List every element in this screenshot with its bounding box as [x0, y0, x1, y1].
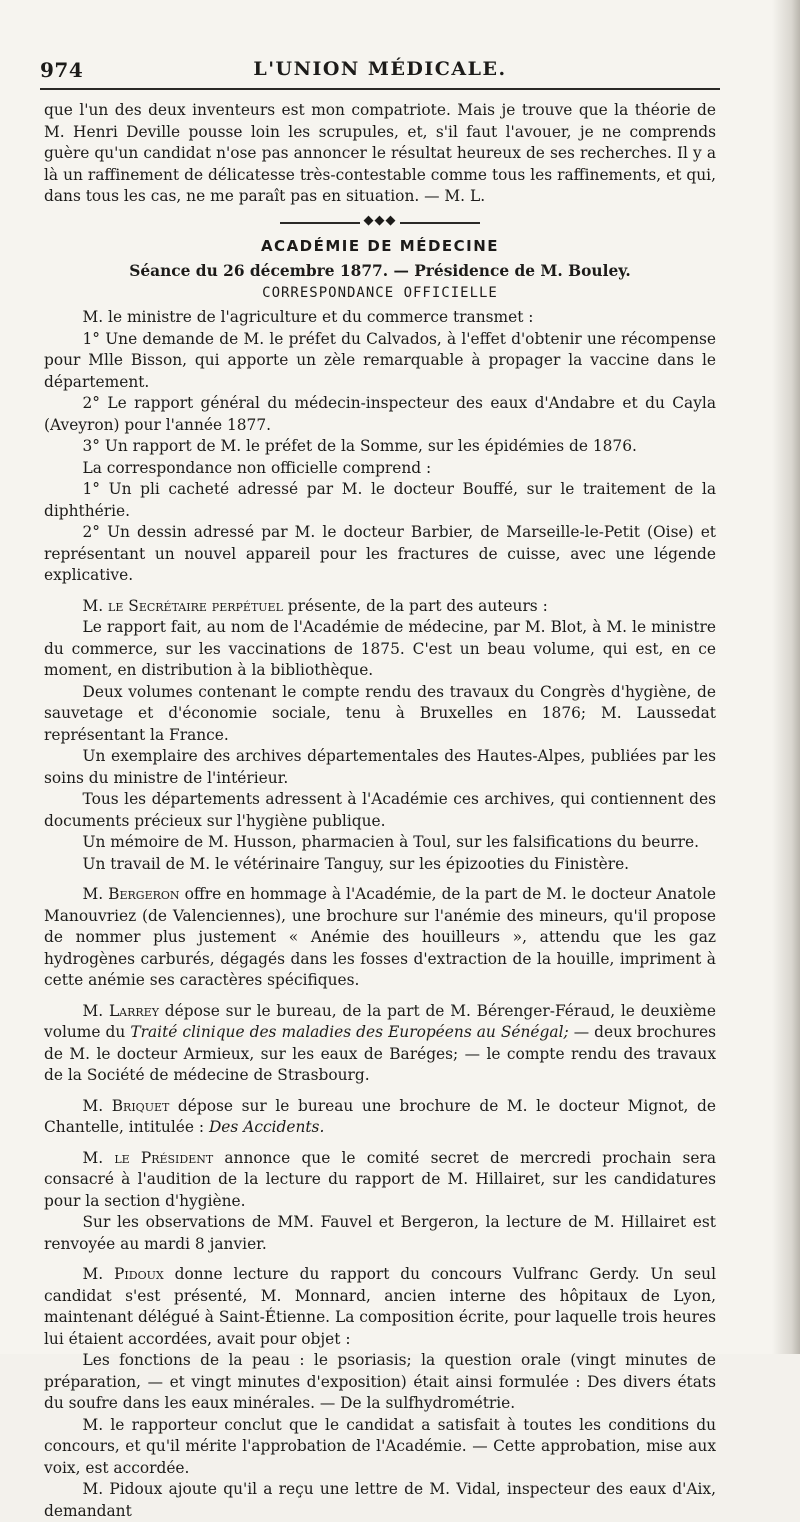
running-title: L'UNION MÉDICALE. [253, 58, 507, 80]
secretary-item-6: Un travail de M. le vétérinaire Tanguy, sur les épizooties du Finistère. [82, 854, 630, 873]
session-line: Séance du 26 décembre 1877. — Présidence de M. Bouley. [129, 262, 631, 280]
pidoux-rest: donne lecture du rapport du concours Vulfranc Gerdy. Un seul candidat s'est présenté, M. Monnard, ancien interne des hôpitaux de Lyon, maintenant délégué à Saint-Étienne. La composition écrite, pour laquelle trois heures lui étaient accordées, avait pour objet : [44, 1265, 717, 1348]
unofficial-intro: La correspondance non officielle comprend : [82, 458, 432, 477]
president-paragraph [44, 1148, 716, 1213]
unofficial-item-2: 2° Un dessin adressé par M. le docteur Barbier, de Marseille-le-Petit (Oise) et représentant un nouvel appareil pour les fractures de cuisse, avec une légende explicative. [44, 523, 716, 584]
correspondence-subhead: CORRESPONDANCE OFFICIELLE [262, 284, 498, 301]
pidoux-item-2: M. le rapporteur conclut que le candidat a satisfait à toutes les conditions du concours, et qu'il mérite l'approbation de l'Académie. — Cette approbation, mise aux voix, est accordée. [44, 1415, 716, 1477]
briquet-lead: M. Briquet [82, 1096, 170, 1115]
secretary-item-4: Tous les départements adressent à l'Académie ces archives, qui contiennent des documents précieux sur l'hygiène publique. [44, 790, 716, 830]
larrey-after-title: — deux brochures de M. le docteur Armieux, sur les eaux de Baréges; — le compte rendu des travaux de la Société de médecine de Strasbourg. [44, 1023, 717, 1084]
secretary-lead: M. le Secrétaire perpétuel [82, 596, 283, 615]
section-divider-ornament [280, 212, 480, 230]
unofficial-item-1: 1° Un pli cacheté adressé par M. le docteur Bouffé, sur le traitement de la diphthérie. [44, 480, 716, 520]
page-edge-shadow [772, 0, 800, 1354]
pidoux-item-3: M. Pidoux ajoute qu'il a reçu une lettre de M. Vidal, inspecteur des eaux d'Aix, demandant [44, 1480, 716, 1520]
briquet-book-title: Des Accidents. [208, 1118, 325, 1136]
president-rest: annonce que le comité secret de mercredi prochain sera consacré à l'audition de la lecture du rapport de M. Hillairet, sur les candidatures pour la section d'hygiène. [44, 1148, 716, 1210]
president-follow: Sur les observations de MM. Fauvel et Bergeron, la lecture de M. Hillairet est renvoyée au mardi 8 janvier. [44, 1213, 716, 1253]
pidoux-paragraph [44, 1264, 716, 1350]
page-number: 974 [40, 58, 84, 82]
official-intro: M. le ministre de l'agriculture et du commerce transmet : [82, 308, 534, 326]
secretary-item-5: Un mémoire de M. Husson, pharmacien à Toul, sur les falsifications du beurre. [82, 833, 700, 851]
bergeron-rest: offre en hommage à l'Académie, de la part de M. le docteur Anatole Manouvriez (de Valenciennes), une brochure sur l'anémie des mineurs, qu'il propose de nommer plus justement « Anémie des houilleurs », attendu que les gaz hydrogènes carburés, dégagés dans les fosses d'extraction de la houille, impriment à cette anémie ses caractères spécifiques. [44, 885, 716, 989]
larrey-book-title: Traité clinique des maladies des Européens au Sénégal; [130, 1023, 569, 1041]
bergeron-paragraph [44, 884, 716, 992]
page-body [44, 100, 716, 1522]
section-title: ACADÉMIE DE MÉDECINE [260, 236, 500, 255]
larrey-paragraph [44, 1001, 716, 1087]
header-rule [40, 88, 720, 90]
page-header [40, 52, 720, 86]
briquet-before-title: dépose sur le bureau une brochure de M. le docteur Mignot, de Chantelle, intitulée : [44, 1096, 716, 1136]
bergeron-lead: M. Bergeron [82, 885, 180, 903]
official-item-1: 1° Une demande de M. le préfet du Calvados, à l'effet d'obtenir une récompense pour Mlle Bisson, qui apporte un zèle remarquable à propager la vaccine dans le département. [44, 329, 716, 391]
secretary-paragraph [44, 596, 716, 618]
pidoux-item-1: Les fonctions de la peau : le psoriasis; la question orale (vingt minutes de préparation, — et vingt minutes d'exposition) était ainsi formulée : Des divers états du soufre dans les eaux minérales. — De la sulfhydrométrie. [44, 1351, 716, 1412]
secretary-item-2: Deux volumes contenant le compte rendu des travaux du Congrès d'hygiène, de sauvetage et d'économie sociale, tenu à Bruxelles en 1876; M. Laussedat représentant la France. [44, 682, 716, 744]
official-item-3: 3° Un rapport de M. le préfet de la Somme, sur les épidémies de 1876. [82, 437, 637, 455]
larrey-before-title: dépose sur le bureau, de la part de M. Bérenger-Féraud, le deuxième volume du [44, 1001, 716, 1041]
president-lead: M. le Président [82, 1148, 214, 1167]
briquet-paragraph [44, 1096, 716, 1139]
intro-paragraph: que l'un des deux inventeurs est mon compatriote. Mais je trouve que la théorie de M. Henri Deville pousse loin les scrupules, et, s'il faut l'avouer, je ne comprends guère qu'un candidat n'ose pas annoncer le résultat heureux de ses recherches. Il y a là un raffinement de délicatesse très-contestable comme tous les raffinements, et qui, dans tous les cas, ne me paraît pas en situation. — M. L. [44, 101, 716, 205]
pidoux-lead: M. Pidoux [82, 1265, 164, 1283]
secretary-item-3: Un exemplaire des archives départementales des Hautes-Alpes, publiées par les soins du ministre de l'intérieur. [44, 747, 716, 787]
larrey-lead: M. Larrey [82, 1001, 159, 1020]
ornament-glyphs: ◆◆◆ [363, 212, 397, 228]
official-item-2: 2° Le rapport général du médecin-inspecteur des eaux d'Andabre et du Cayla (Aveyron) pour l'année 1877. [44, 394, 716, 434]
secretary-item-1: Le rapport fait, au nom de l'Académie de médecine, par M. Blot, à M. le ministre du commerce, sur les vaccinations de 1875. C'est un beau volume, qui est, en ce moment, en distribution à la bibliothèque. [44, 618, 716, 679]
secretary-rest: présente, de la part des auteurs : [282, 596, 548, 615]
